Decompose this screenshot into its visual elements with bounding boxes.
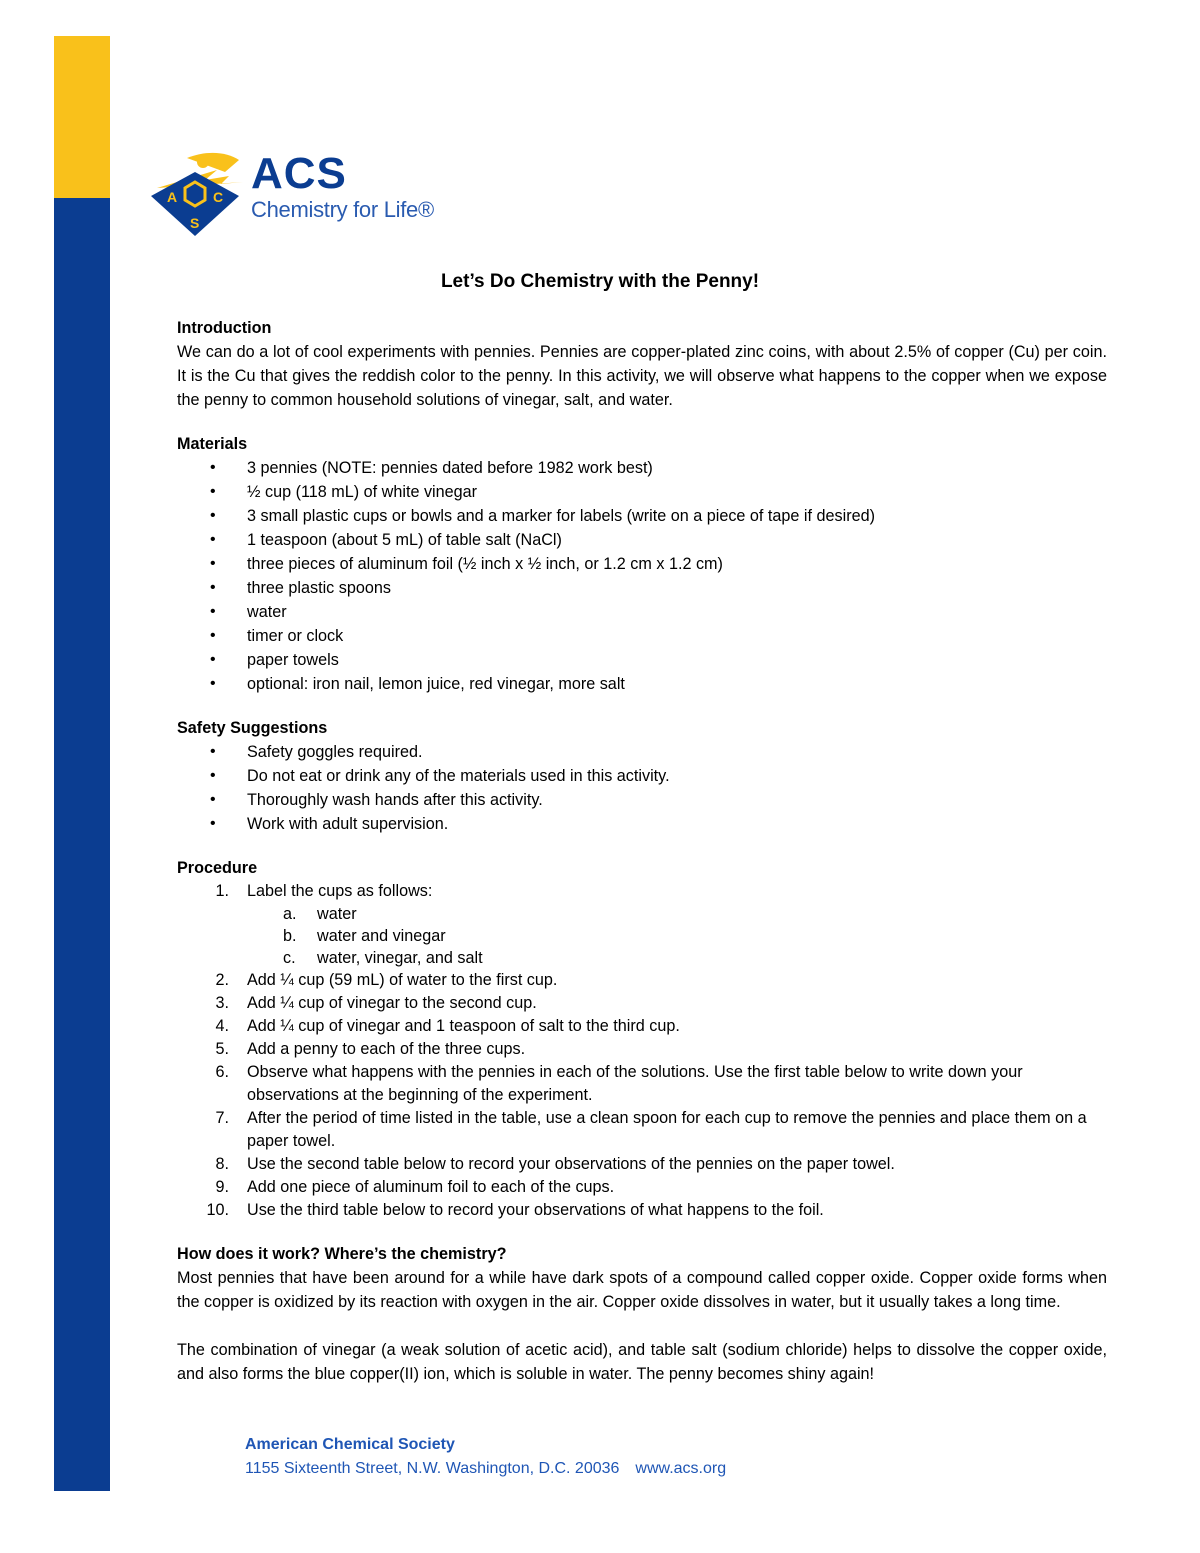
procedure-step-text: Label the cups as follows: [247, 882, 433, 900]
introduction-text: We can do a lot of cool experiments with pennies. Pennies are copper-plated zinc coins, with about 2.5% of copper (Cu) per coin. It is the Cu that gives the reddish color to the penny. In this activity, we will observe what happens to the copper when we expose the penny to common household solutions of vinegar, salt, and water. [177, 343, 1107, 409]
procedure-substeps [247, 903, 1107, 969]
procedure-step-number: 10. [206, 1201, 229, 1219]
procedure-step-number: 8. [215, 1155, 229, 1173]
page-title: Let’s Do Chemistry with the Penny! [440, 271, 760, 292]
procedure-substep-letter: c. [283, 949, 296, 967]
chemistry-paragraph-1: Most pennies that have been around for a while have dark spots of a compound called copper oxide. Copper oxide forms when the copper is oxidized by its reaction with oxygen in the air. Copper oxide dissolves in water, but it usually takes a long time. [177, 1269, 1107, 1311]
procedure-step-text: Add ¼ cup (59 mL) of water to the first cup. [247, 971, 558, 989]
procedure-substep-text: water, vinegar, and salt [317, 949, 483, 967]
procedure-step-text: Observe what happens with the pennies in each of the solutions. Use the first table below to write down your observations at the beginning of the experiment. [247, 1063, 1023, 1104]
procedure-substep [247, 947, 1107, 969]
footer-address: 1155 Sixteenth Street, N.W. Washington, D.C. 20036 [245, 1460, 620, 1477]
document-body [177, 316, 1107, 1386]
footer-website-link[interactable]: www.acs.org [635, 1460, 727, 1477]
procedure-substep [247, 903, 1107, 925]
materials-item: • three plastic spoons [177, 576, 1107, 600]
materials-item: • 3 pennies (NOTE: pennies dated before 1982 work best) [177, 456, 1107, 480]
procedure-step-text: Use the third table below to record your observations of what happens to the foil. [247, 1201, 824, 1219]
safety-item: • Thoroughly wash hands after this activity. [177, 788, 1107, 812]
procedure-step-text: Add ¼ cup of vinegar to the second cup. [247, 994, 537, 1012]
procedure-step [177, 1061, 1107, 1107]
footer-organization: American Chemical Society [245, 1436, 455, 1453]
materials-item: • optional: iron nail, lemon juice, red vinegar, more salt [177, 672, 1107, 696]
materials-item: • 1 teaspoon (about 5 mL) of table salt (NaCl) [177, 528, 1107, 552]
sidebar-blue-bar [54, 198, 110, 1491]
logo-acronym: ACS [251, 149, 347, 198]
introduction-heading: Introduction [177, 319, 272, 337]
procedure-step [177, 1038, 1107, 1061]
sidebar-yellow-bar [54, 36, 110, 198]
procedure-step-text: Use the second table below to record your observations of the pennies on the paper towel. [247, 1155, 895, 1173]
procedure-substep-text: water [317, 905, 357, 923]
procedure-substep [247, 925, 1107, 947]
logo-letter-a: A [167, 189, 178, 205]
procedure-step-number: 2. [215, 971, 229, 989]
footer [245, 1433, 726, 1481]
procedure-step [177, 1107, 1107, 1153]
safety-list [177, 740, 1107, 836]
materials-list [177, 456, 1107, 696]
materials-item: • 3 small plastic cups or bowls and a marker for labels (write on a piece of tape if desired) [177, 504, 1107, 528]
procedure-step [177, 969, 1107, 992]
materials-item: • ½ cup (118 mL) of white vinegar [177, 480, 1107, 504]
procedure-step-number: 4. [215, 1017, 229, 1035]
procedure-substep-text: water and vinegar [317, 927, 446, 945]
procedure-step-text: Add ¼ cup of vinegar and 1 teaspoon of salt to the third cup. [247, 1017, 680, 1035]
procedure-step [177, 1153, 1107, 1176]
procedure-step [177, 992, 1107, 1015]
materials-item: • paper towels [177, 648, 1107, 672]
procedure-step [177, 1199, 1107, 1222]
procedure-step-text: Add one piece of aluminum foil to each of the cups. [247, 1178, 615, 1196]
procedure-step [177, 1176, 1107, 1199]
procedure-step-number: 1. [215, 882, 229, 900]
procedure-heading: Procedure [177, 859, 258, 877]
procedure-step-text: After the period of time listed in the table, use a clean spoon for each cup to remove the pennies and place them on a paper towel. [247, 1109, 1087, 1150]
materials-item: • water [177, 600, 1107, 624]
procedure-substep-letter: b. [283, 927, 297, 945]
procedure-substep-letter: a. [283, 905, 297, 923]
materials-item: • three pieces of aluminum foil (½ inch x ½ inch, or 1.2 cm x 1.2 cm) [177, 552, 1107, 576]
procedure-step-number: 9. [215, 1178, 229, 1196]
procedure-step-number: 3. [215, 994, 229, 1012]
logo-letter-s: S [190, 215, 200, 231]
procedure-list [177, 880, 1107, 1222]
safety-item: • Work with adult supervision. [177, 812, 1107, 836]
procedure-step-text: Add a penny to each of the three cups. [247, 1040, 526, 1058]
procedure-step-number: 7. [215, 1109, 229, 1127]
procedure-step-number: 6. [215, 1063, 229, 1081]
logo-letter-c: C [213, 189, 224, 205]
safety-item: • Do not eat or drink any of the materials used in this activity. [177, 764, 1107, 788]
procedure-step [177, 880, 1107, 969]
logo-tagline: Chemistry for Life® [251, 197, 434, 222]
chemistry-heading: How does it work? Where’s the chemistry? [177, 1245, 507, 1263]
safety-item: • Safety goggles required. [177, 740, 1107, 764]
safety-heading: Safety Suggestions [177, 719, 328, 737]
procedure-step-number: 5. [215, 1040, 229, 1058]
materials-heading: Materials [177, 435, 248, 453]
procedure-step [177, 1015, 1107, 1038]
materials-item: • timer or clock [177, 624, 1107, 648]
chemistry-paragraph-2: The combination of vinegar (a weak solution of acetic acid), and table salt (sodium chloride) helps to dissolve the copper oxide, and also forms the blue copper(II) ion, which is soluble in water. The penny becomes shiny again! [177, 1341, 1107, 1383]
